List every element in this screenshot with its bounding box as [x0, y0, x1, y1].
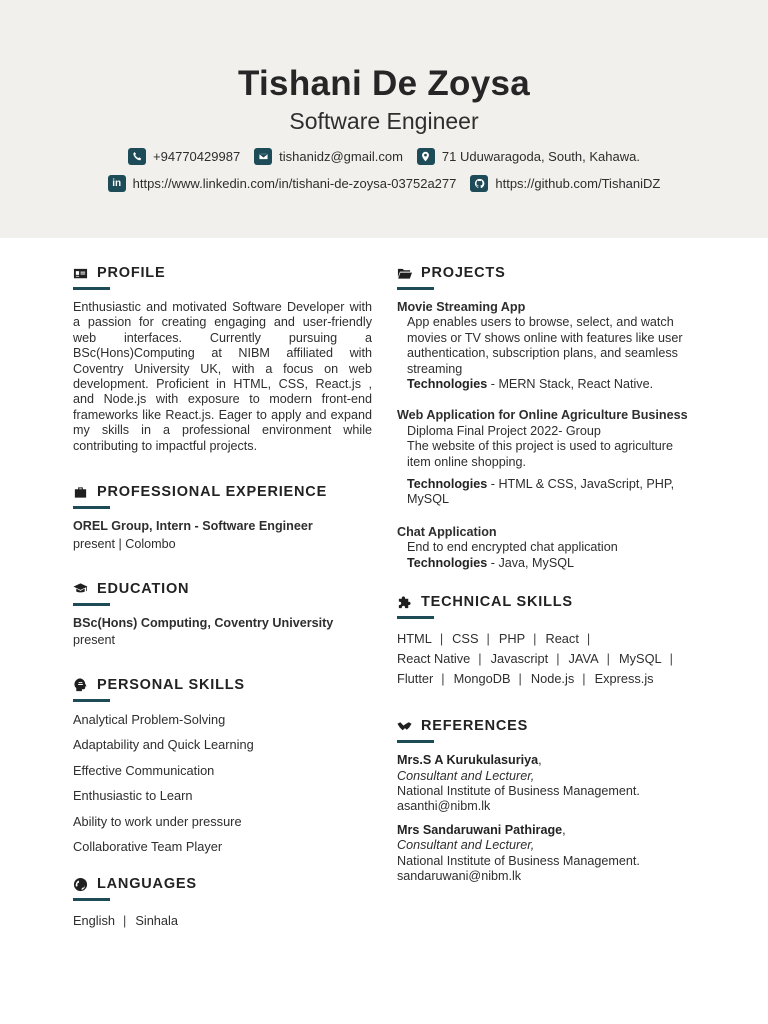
email-icon — [254, 148, 272, 165]
project-name: Movie Streaming App — [397, 300, 526, 314]
tech-skill: MongoDB — [453, 671, 511, 687]
project-item — [397, 300, 697, 392]
project-description: End to end encrypted chat application — [407, 540, 618, 555]
reference-item — [397, 823, 697, 885]
personal-skill-item: Enthusiastic to Learn — [73, 788, 193, 804]
personal-skills-title: PERSONAL SKILLS — [97, 676, 245, 693]
project-item — [397, 525, 697, 571]
separator: | — [486, 631, 490, 647]
technical-skills-heading — [397, 591, 697, 613]
github-icon — [470, 175, 488, 192]
phone-contact[interactable] — [128, 148, 240, 165]
separator: | — [441, 671, 445, 687]
technical-skills-section — [397, 591, 697, 689]
project-item — [397, 408, 697, 507]
section-underline — [397, 616, 434, 619]
profile-section — [73, 262, 372, 454]
candidate-name: Tishani De Zoysa — [237, 64, 531, 103]
section-underline — [397, 740, 434, 743]
linkedin-url[interactable]: https://www.linkedin.com/in/tishani-de-zoysa-03752a277 — [132, 176, 457, 191]
handshake-icon — [397, 719, 412, 734]
separator: | — [586, 631, 591, 647]
education-section — [73, 578, 372, 649]
experience-meta: present | Colombo — [73, 537, 176, 552]
location-icon — [417, 148, 435, 165]
globe-icon — [73, 877, 88, 892]
personal-skills-heading — [73, 674, 372, 696]
projects-section — [397, 262, 697, 571]
tech-skill: JAVA — [568, 651, 599, 667]
tech-skill: CSS — [452, 631, 479, 647]
reference-name-line: Mrs.S A Kurukulasuriya, — [397, 753, 542, 768]
address-contact — [417, 148, 640, 165]
personal-skill-item: Adaptability and Quick Learning — [73, 737, 254, 753]
section-underline — [73, 287, 110, 290]
separator: | — [518, 671, 522, 687]
tech-skill: Flutter — [397, 671, 434, 687]
tech-skill: Node.js — [530, 671, 575, 687]
personal-skill-item: Collaborative Team Player — [73, 839, 223, 855]
education-degree: BSc(Hons) Computing, Coventry University — [73, 615, 334, 630]
section-underline — [397, 287, 434, 290]
references-section — [397, 715, 697, 884]
separator: | — [122, 913, 127, 929]
brain-icon — [73, 677, 88, 692]
left-column — [73, 262, 372, 931]
personal-skill-item: Effective Communication — [73, 762, 215, 778]
separator: | — [669, 651, 673, 667]
github-url[interactable]: https://github.com/TishaniDZ — [495, 176, 661, 191]
linkedin-icon: in — [108, 175, 126, 192]
contact-row-links — [0, 175, 768, 192]
personal-skill-item: Analytical Problem-Solving — [73, 711, 226, 727]
technologies-value: - HTML & CSS, JavaScript, PHP, MySQL — [407, 477, 675, 507]
experience-role: OREL Group, Intern - Software Engineer — [73, 519, 313, 534]
tech-skill: MySQL — [618, 651, 662, 667]
profile-title: PROFILE — [97, 265, 166, 281]
reference-position: Consultant and Lecturer, — [397, 768, 535, 783]
technical-skills-title: TECHNICAL SKILLS — [421, 594, 573, 611]
tech-skills-row — [397, 669, 697, 689]
education-heading — [73, 578, 372, 600]
education-meta: present — [73, 633, 116, 648]
languages-title: LANGUAGES — [97, 876, 197, 893]
personal-skills-section — [73, 674, 372, 855]
section-underline — [73, 898, 110, 901]
reference-name: Mrs.S A Kurukulasuriya — [397, 753, 539, 768]
personal-skill-item: Ability to work under pressure — [73, 813, 242, 829]
technologies-label: Technologies — [407, 477, 488, 492]
project-name: Web Application for Online Agriculture Business — [397, 408, 688, 423]
project-description: App enables users to browse, select, and watch movies or TV shows online with features like user authentication, subscription plans, and seamless streaming — [407, 315, 683, 376]
candidate-role: Software Engineer — [289, 108, 479, 134]
right-column — [397, 262, 697, 884]
tech-skills-row — [397, 629, 697, 649]
separator: | — [582, 671, 586, 687]
graduation-cap-icon — [73, 581, 88, 596]
experience-section — [73, 481, 372, 553]
folder-icon — [397, 266, 412, 281]
tech-skill: HTML — [397, 631, 432, 647]
email-contact[interactable] — [254, 148, 403, 165]
languages-section — [73, 873, 372, 931]
tech-skill: Express.js — [594, 671, 654, 687]
reference-position: Consultant and Lecturer, — [397, 838, 535, 853]
projects-title: PROJECTS — [421, 265, 506, 281]
separator: | — [533, 631, 537, 647]
separator: | — [478, 651, 482, 667]
phone-icon — [128, 148, 146, 165]
languages-heading — [73, 873, 372, 895]
phone-number: +94770429987 — [153, 149, 241, 164]
address-text: 71 Uduwaragoda, South, Kahawa. — [441, 149, 640, 164]
separator: | — [556, 651, 560, 667]
project-name: Chat Application — [397, 524, 497, 539]
tech-skill: Javascript — [490, 651, 549, 667]
profile-text: Enthusiastic and motivated Software Developer with a passion for creating engaging and user-friendly web interfaces. Currently pursuing a BSc(Hons)Computing at NIBM affiliated with Coventry University UK, with a focus on web development. Proficient in HTML, CSS, React.js , and Node.js with exposure to modern front-end frameworks like React.js. Eager to apply and expand my skills in a professional environment while contributing to impactful projects. — [73, 300, 372, 453]
section-underline — [73, 603, 110, 606]
reference-email[interactable]: asanthi@nibm.lk — [397, 799, 491, 814]
project-description: The website of this project is used to agriculture item online shopping. — [407, 439, 673, 469]
project-technologies — [397, 477, 697, 508]
experience-heading — [73, 481, 372, 503]
reference-name: Mrs Sandaruwani Pathirage — [397, 822, 563, 837]
email-address: tishanidz@gmail.com — [279, 149, 403, 164]
reference-name-line: Mrs Sandaruwani Pathirage, — [397, 822, 566, 837]
puzzle-icon — [397, 595, 412, 610]
separator: | — [606, 651, 610, 667]
section-underline — [73, 699, 110, 702]
linkedin-contact[interactable] — [108, 175, 457, 192]
technologies-label: Technologies — [407, 555, 488, 570]
github-contact[interactable] — [470, 175, 660, 192]
contact-row-primary — [0, 148, 768, 165]
reference-organization: National Institute of Business Management. — [397, 853, 640, 868]
references-title: REFERENCES — [421, 718, 529, 735]
language-item: Sinhala — [135, 913, 179, 929]
education-title: EDUCATION — [97, 580, 190, 597]
reference-item — [397, 753, 697, 815]
technologies-value: - Java, MySQL — [487, 555, 575, 570]
tech-skills-row — [397, 649, 697, 669]
profile-heading — [73, 262, 372, 284]
languages-list — [73, 911, 372, 931]
tech-skill: React — [545, 631, 579, 647]
separator: | — [439, 631, 444, 647]
technologies-value: - MERN Stack, React Native. — [487, 377, 654, 392]
section-underline — [73, 506, 110, 509]
experience-title: PROFESSIONAL EXPERIENCE — [97, 484, 328, 501]
language-item: English — [73, 913, 115, 929]
briefcase-icon — [73, 485, 88, 500]
project-technologies — [397, 556, 697, 571]
project-technologies — [397, 377, 697, 392]
references-heading — [397, 715, 697, 737]
reference-organization: National Institute of Business Management. — [397, 783, 640, 798]
id-card-icon — [73, 266, 88, 281]
project-subtitle: Diploma Final Project 2022- Group — [407, 423, 601, 438]
projects-heading — [397, 262, 697, 284]
tech-skill: React Native — [397, 651, 471, 667]
reference-email[interactable]: sandaruwani@nibm.lk — [397, 868, 522, 883]
technologies-label: Technologies — [407, 377, 488, 392]
tech-skill: PHP — [498, 631, 526, 647]
header-band — [0, 0, 768, 238]
